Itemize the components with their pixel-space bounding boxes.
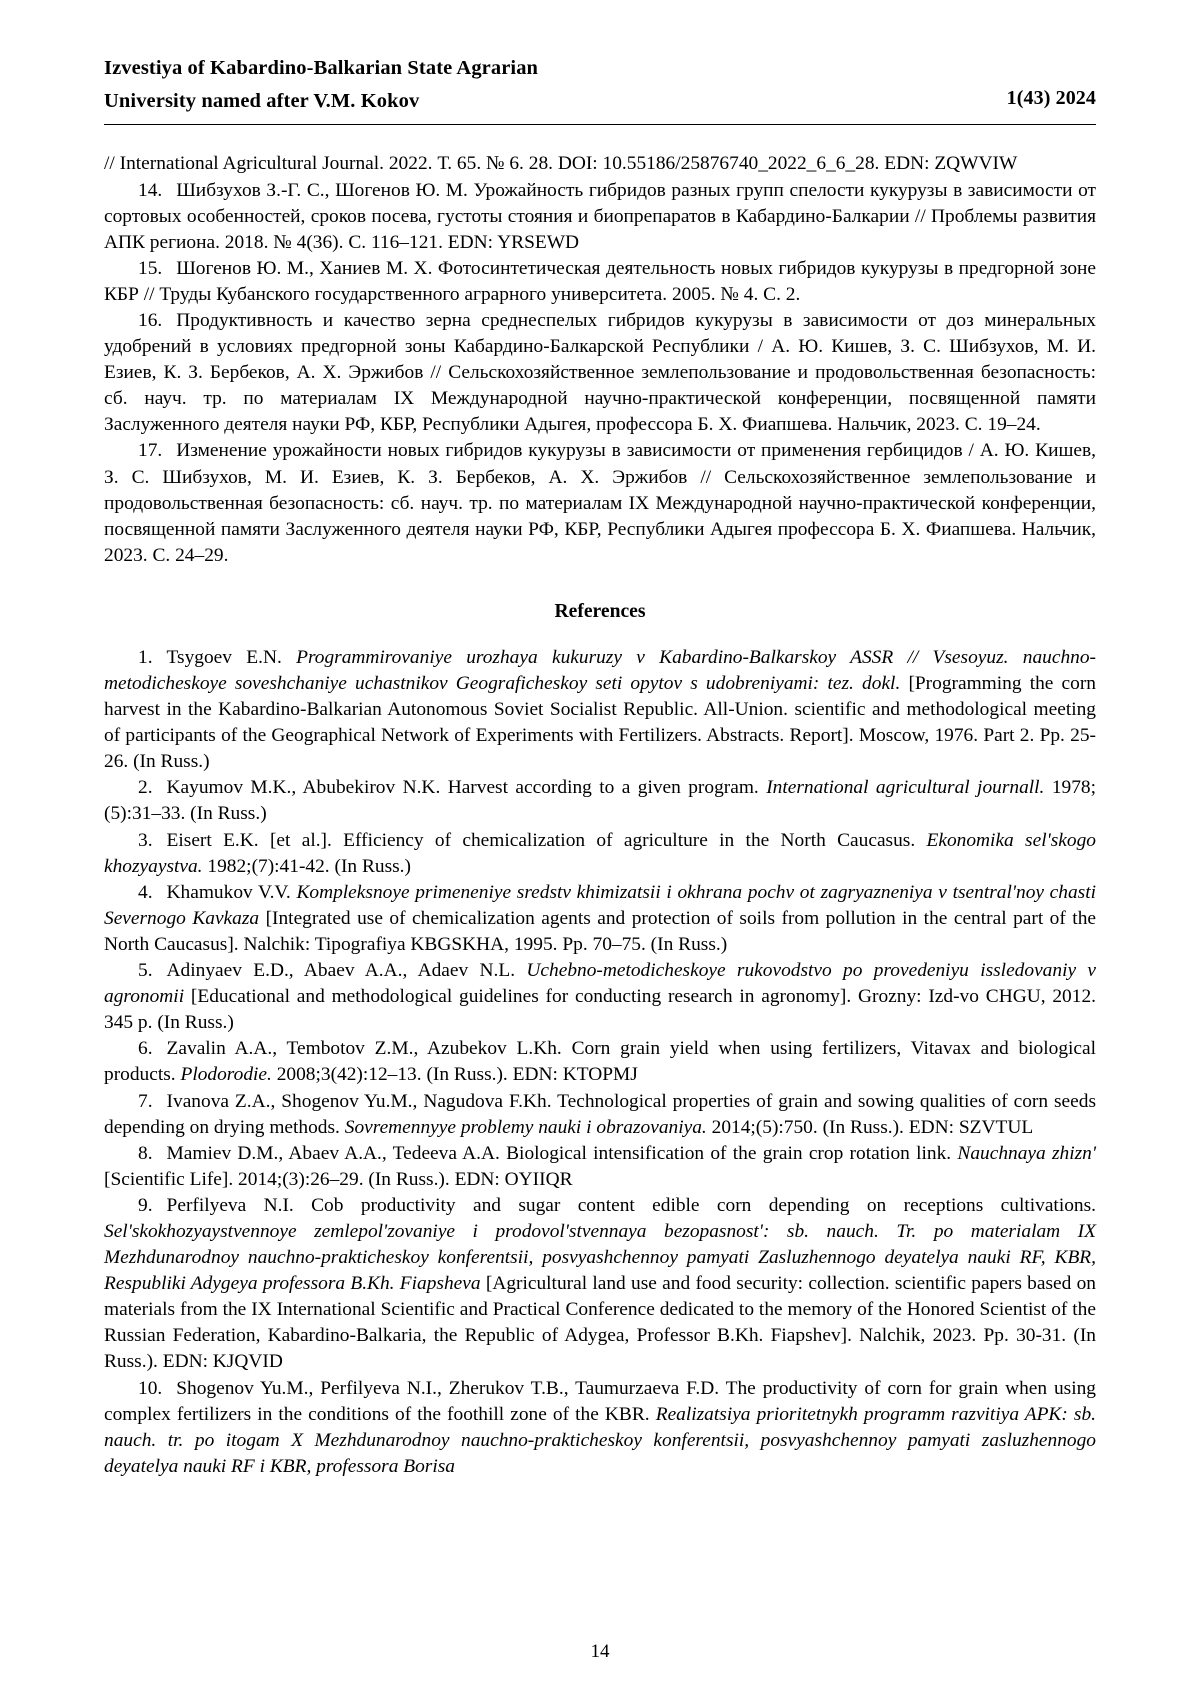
header-divider bbox=[104, 124, 1096, 125]
reference-text-italic: Plodorodie. bbox=[180, 1064, 272, 1086]
reference-number: 14. bbox=[138, 179, 163, 201]
list-item bbox=[104, 438, 1096, 568]
reference-number: 16. bbox=[138, 309, 163, 331]
reference-text: Изменение урожайности новых гибридов кукурузы в зависимости от применения гербицидов / А. Ю. Кишев, З. С. Шибзухов, М. И. Езиев, К. З. Бербеков, А. Х. Эржибов // Сельскохозяйственное землепользование и продовольственная безопасность: сб. науч. тр. по материалам IX Международной научно-практической конференции, посвященной памяти Заслуженного деятеля науки РФ, КБР, Республики Адыгея профессора Б. Х. Фиапшева. Нальчик, 2023. С. 24–29. bbox=[104, 440, 1096, 566]
references-russian-section bbox=[104, 151, 1096, 569]
reference-number: 3. bbox=[138, 829, 153, 851]
reference-text-plain2: [Integrated use of chemicalization agents and protection of soils from pollution in the central part of the North Caucasus]. Nalchik: Tipografiya KBGSKHA, 1995. Pp. 70–75. (In Russ.) bbox=[104, 907, 1096, 955]
reference-text-plain2: [Scientific Life]. 2014;(3):26–29. (In Russ.). EDN: OYIIQR bbox=[104, 1168, 573, 1190]
journal-title-line1: Izvestiya of Kabardino-Balkarian State Agrarian bbox=[104, 57, 539, 79]
reference-number: 15. bbox=[138, 257, 163, 279]
list-item bbox=[104, 828, 1096, 880]
section-heading-references: References bbox=[554, 600, 646, 622]
reference-text-plain2: 1978;(5):31–33. (In Russ.) bbox=[104, 777, 1096, 825]
page-header bbox=[104, 52, 1096, 118]
reference-text-plain: Eisert E.K. [et al.]. Efficiency of chemicalization of agriculture in the North Caucasus. bbox=[166, 829, 927, 851]
reference-number: 1. bbox=[138, 646, 153, 668]
reference-number: 2. bbox=[138, 777, 153, 799]
reference-text-plain2: 1982;(7):41-42. (In Russ.) bbox=[202, 855, 411, 877]
reference-number: 6. bbox=[138, 1038, 153, 1060]
list-item bbox=[104, 1089, 1096, 1141]
journal-title bbox=[104, 52, 538, 118]
list-item bbox=[104, 958, 1096, 1036]
list-item bbox=[104, 1193, 1096, 1376]
page-number: 14 bbox=[590, 1641, 610, 1662]
reference-text-plain: Tsygoev E.N. bbox=[166, 646, 297, 668]
list-item bbox=[104, 1376, 1096, 1480]
reference-text-plain: Zavalin A.A., Tembotov Z.M., Azubekov L.Kh. Corn grain yield when using fertilizers, Vitavax and biological products. bbox=[104, 1038, 1096, 1086]
list-item bbox=[104, 645, 1096, 775]
reference-text: Шогенов Ю. М., Ханиев М. Х. Фотосинтетическая деятельность новых гибридов кукурузы в предгорной зоне КБР // Труды Кубанского государственного аграрного университета. 2005. № 4. С. 2. bbox=[104, 257, 1096, 305]
reference-number: 9. bbox=[138, 1194, 153, 1216]
reference-number: 10. bbox=[138, 1377, 163, 1399]
list-item bbox=[104, 1036, 1096, 1088]
reference-text-plain: Adinyaev E.D., Abaev A.A., Adaev N.L. bbox=[166, 960, 527, 982]
reference-text-italic: Nauchnaya zhizn' bbox=[957, 1142, 1096, 1164]
reference-text-plain2: 2008;3(42):12–13. (In Russ.). EDN: KTOPMJ bbox=[271, 1064, 638, 1086]
reference-text-italic: Realizatsiya prioritetnykh programm razvitiya APK: sb. nauch. tr. po itogam X Mezhdunarodnoy nauchno-prakticheskoy konferentsii, posvyashchennoy pamyati zasluzhennogo deyatelya nauki RF i KBR, professora Borisa bbox=[104, 1403, 1096, 1477]
reference-text-plain2: [Agricultural land use and food security: collection. scientific papers based on materials from the IX International Scientific and Practical Conference dedicated to the memory of the Honored Scientist of the Russian Federation, Kabardino-Balkaria, the Republic of Adygea, Professor B.Kh. Fiapshev]. Nalchik, 2023. Pp. 30-31. (In Russ.). EDN: KJQVID bbox=[104, 1273, 1096, 1373]
reference-text-italic: International agricultural journall. bbox=[766, 777, 1045, 799]
reference-text-plain2: 2014;(5):750. (In Russ.). EDN: SZVTUL bbox=[706, 1116, 1034, 1138]
references-english-section bbox=[104, 645, 1096, 1480]
reference-text-italic: Kompleksnoye primeneniye sredstv khimizatsii i okhrana pochv ot zagryazneniya v tsentral'noy chasti Severnogo Kavkaza bbox=[104, 881, 1097, 929]
list-item bbox=[104, 775, 1096, 827]
reference-text-italic: Programmirovaniye urozhaya kukuruzy v Kabardino-Balkarskoy ASSR // Vsesoyuz. nauchno-metodicheskoye soveshchaniye uchastnikov Geograficheskoy seti opytov s udobreniyami: tez. dokl. bbox=[104, 646, 1096, 694]
reference-text-plain: Kayumov M.K., Abubekirov N.K. Harvest according to a given program. bbox=[166, 777, 767, 799]
reference-text-plain2: [Educational and methodological guidelines for conducting research in agronomy]. Grozny: Izd-vo CHGU, 2012. 345 p. (In Russ.) bbox=[104, 986, 1096, 1034]
list-item bbox=[104, 308, 1096, 438]
issue-number: 1(43) 2024 bbox=[1006, 87, 1096, 109]
reference-number: 8. bbox=[138, 1142, 153, 1164]
continued-reference: // International Agricultural Journal. 2022. Т. 65. № 6. 28. DOI: 10.55186/25876740_2022_6_6_28. EDN: ZQWVIW bbox=[104, 153, 1018, 175]
reference-number: 17. bbox=[138, 440, 163, 462]
reference-text-italic: Uchebno-metodicheskoye rukovodstvo po provedeniyu issledovaniy v agronomii bbox=[104, 960, 1096, 1008]
reference-number: 7. bbox=[138, 1090, 153, 1112]
list-item bbox=[104, 178, 1096, 256]
reference-text-italic: Sel'skokhozyaystvennoye zemlepol'zovaniye i prodovol'stvennaya bezopasnost': sb. nauch. Tr. po materialam IX Mezhdunarodnoy nauchno-prakticheskoy konferentsii, posvyashchennoy pamyati Zasluzhennogo deyatelya nauki RF, KBR, Respubliki Adygeya professora B.Kh. Fiapsheva bbox=[104, 1220, 1096, 1295]
journal-title-line2: University named after V.M. Kokov bbox=[104, 90, 420, 113]
reference-text-italic: Ekonomika sel'skogo khozyaystva. bbox=[104, 829, 1096, 877]
reference-number: 4. bbox=[138, 881, 153, 903]
list-item bbox=[104, 1141, 1096, 1193]
reference-text-italic: Sovremennyye problemy nauki i obrazovaniya. bbox=[344, 1116, 707, 1138]
reference-text-plain: Perfilyeva N.I. Cob productivity and sugar content edible corn depending on receptions cultivations. bbox=[166, 1194, 1096, 1216]
reference-text-plain: Shogenov Yu.M., Perfilyeva N.I., Zherukov T.B., Taumurzaeva F.D. The productivity of corn for grain when using complex fertilizers in the conditions of the foothill zone of the KBR. bbox=[104, 1377, 1096, 1425]
reference-text-plain2: [Programming the corn harvest in the Kabardino-Balkarian Autonomous Soviet Socialist Republic. All-Union. scientific and methodological meeting of participants of the Geographical Network of Experiments with Fertilizers. Abstracts. Report]. Moscow, 1976. Part 2. Pp. 25-26. (In Russ.) bbox=[104, 673, 1096, 773]
reference-text-plain: Khamukov V.V. bbox=[166, 881, 297, 903]
reference-number: 5. bbox=[138, 960, 153, 982]
reference-text-plain: Ivanova Z.A., Shogenov Yu.M., Nagudova F.Kh. Technological properties of grain and sowing qualities of corn seeds depending on drying methods. bbox=[104, 1090, 1096, 1138]
list-item bbox=[104, 880, 1096, 958]
list-item bbox=[104, 256, 1096, 308]
reference-text-plain: Mamiev D.M., Abaev A.A., Tedeeva A.A. Biological intensification of the grain crop rotation link. bbox=[166, 1142, 958, 1164]
reference-text: Продуктивность и качество зерна среднеспелых гибридов кукурузы в зависимости от доз минеральных удобрений в условиях предгорной зоны Кабардино-Балкарской Республики / А. Ю. Кишев, З. С. Шибзухов, М. И. Езиев, К. З. Бербеков, А. Х. Эржибов // Сельскохозяйственное землепользование и продовольственная безопасность: сб. науч. тр. по материалам IX Международной научно-практической конференции, посвященной памяти Заслуженного деятеля науки РФ, КБР, Республики Адыгея, профессора Б. Х. Фиапшева. Нальчик, 2023. С. 19–24. bbox=[104, 309, 1096, 436]
reference-text: Шибзухов З.-Г. С., Шогенов Ю. М. Урожайность гибридов разных групп спелости кукурузы в зависимости от сортовых особенностей, сроков посева, густоты стояния и биопрепаратов в Кабардино-Балкарии // Проблемы развития АПК региона. 2018. № 4(36). С. 116–121. EDN: YRSEWD bbox=[104, 179, 1096, 253]
